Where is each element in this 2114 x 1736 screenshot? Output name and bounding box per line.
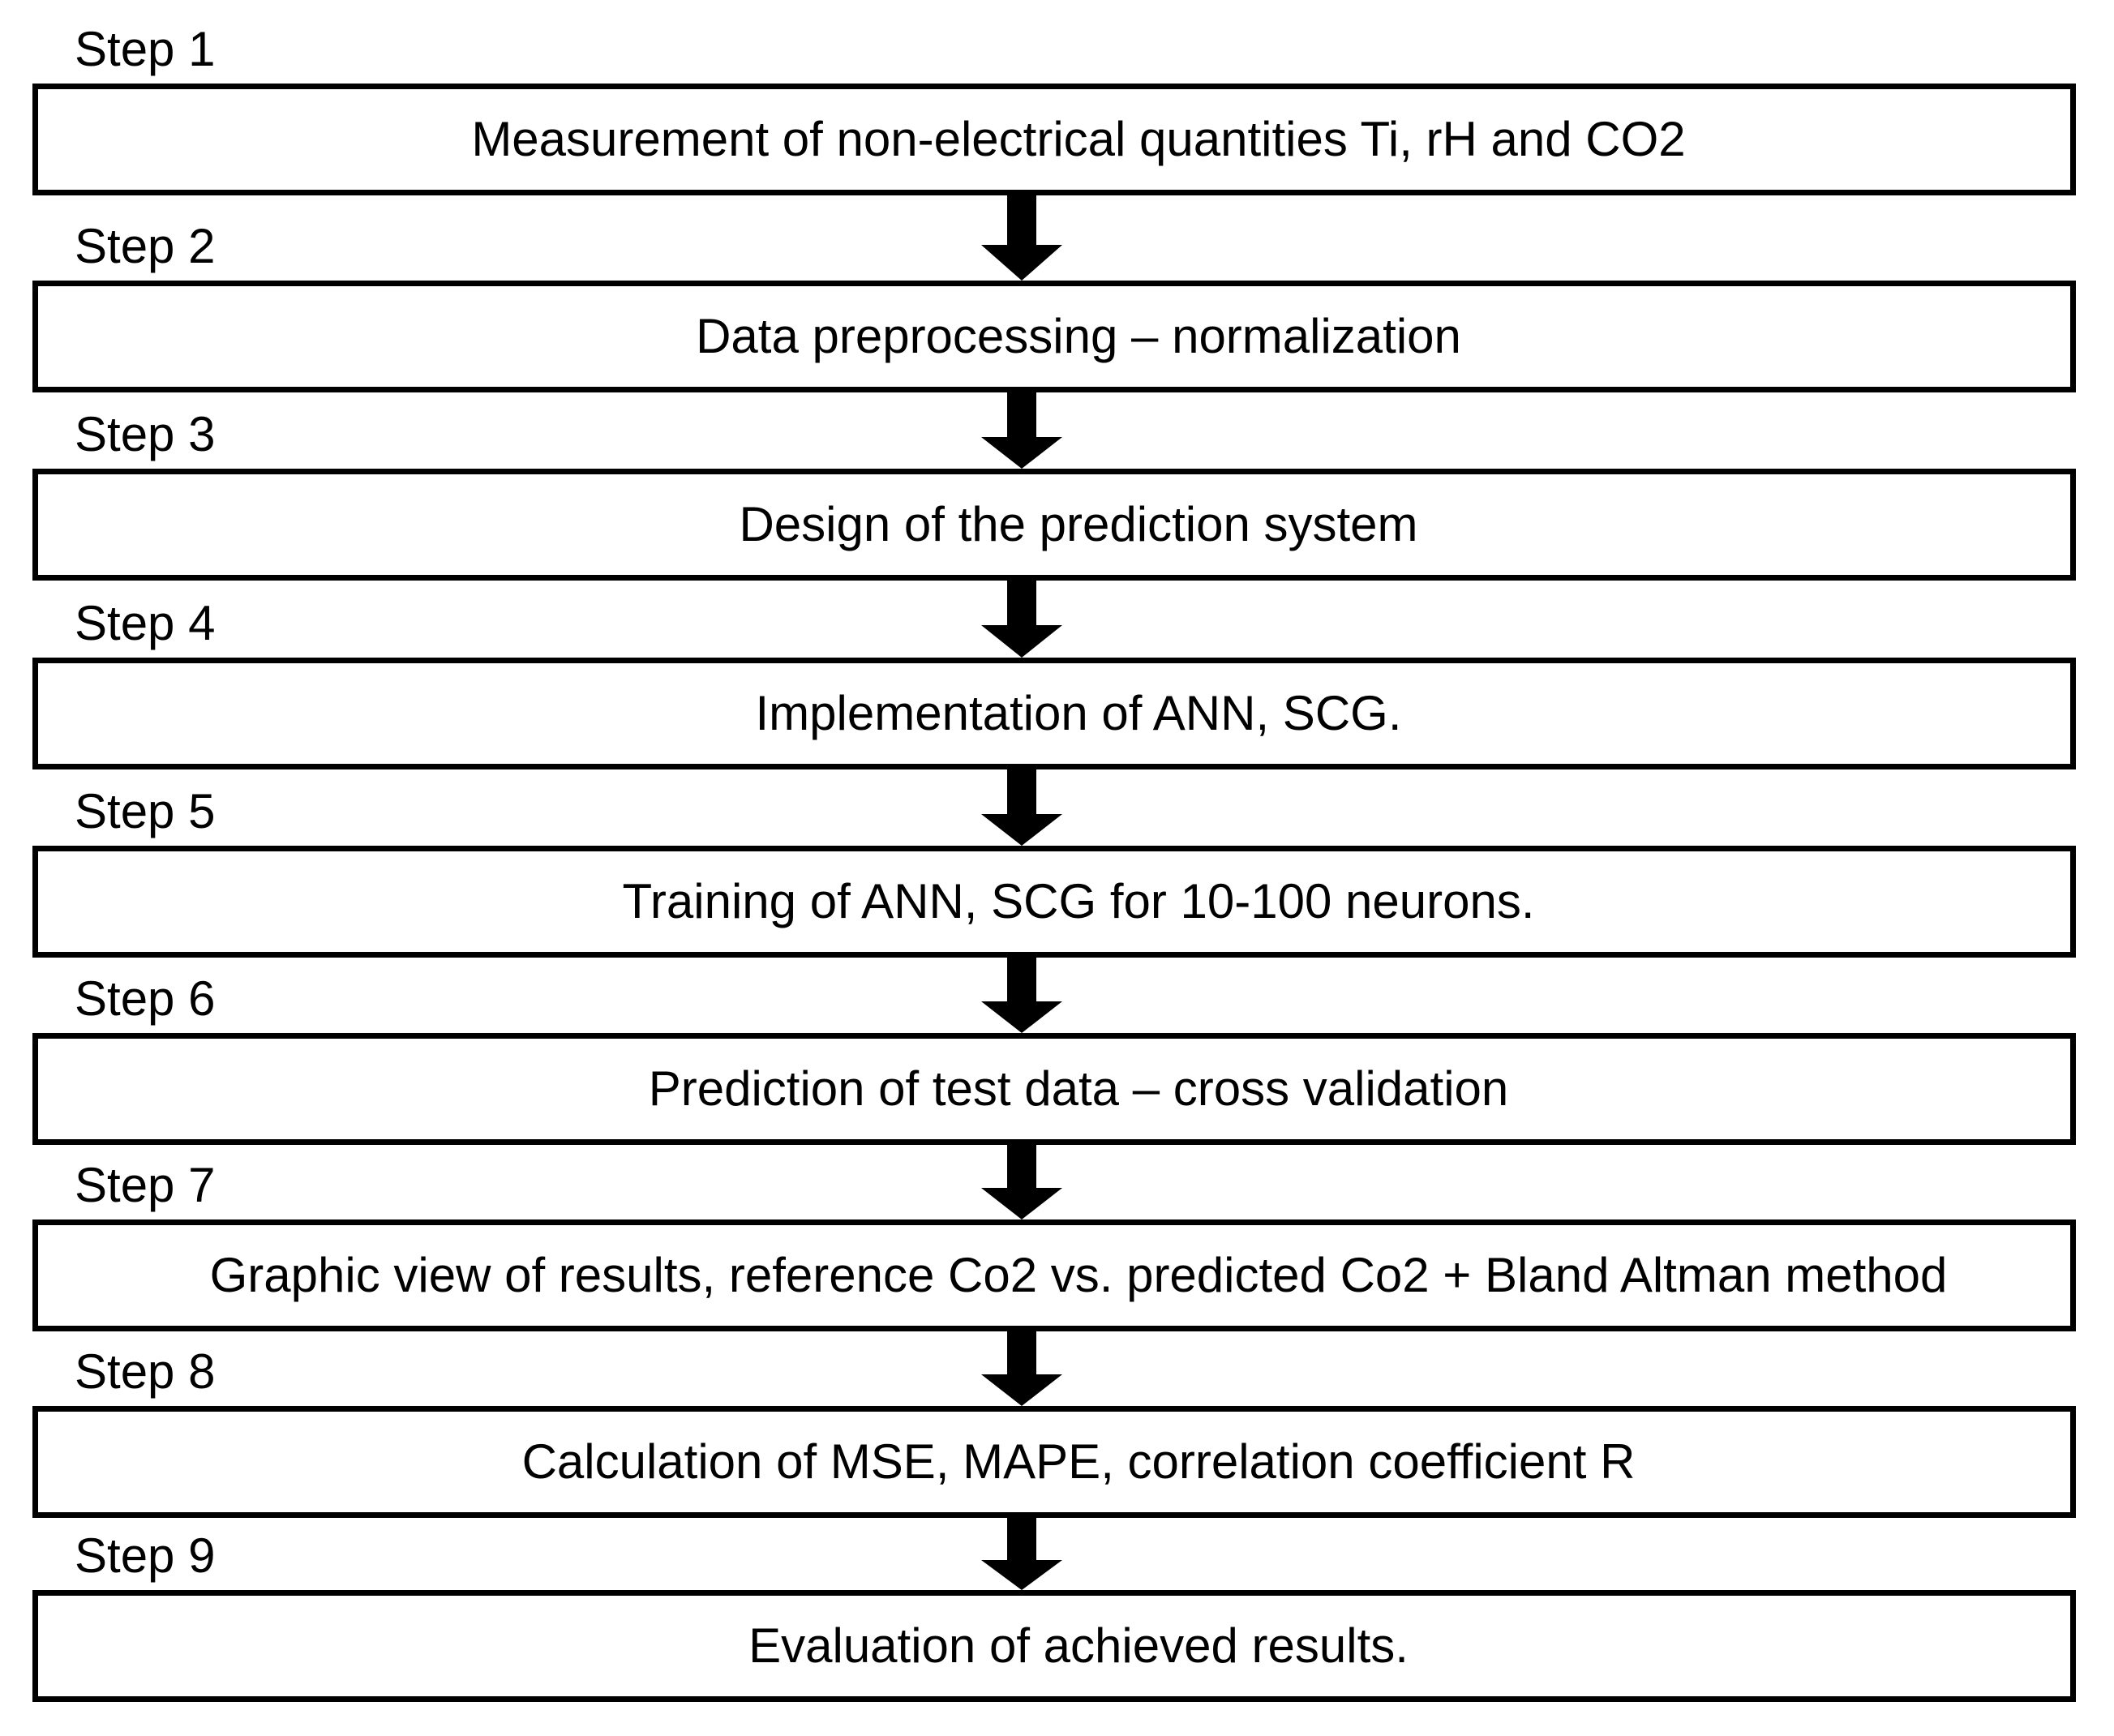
- step-3-box: [32, 469, 2076, 581]
- step-5-box: [32, 846, 2076, 958]
- step-3-text: Design of the prediction system: [739, 497, 1418, 551]
- arrow-down-icon: [973, 1518, 1070, 1590]
- step-8-text: Calculation of MSE, MAPE, correlation coefficient R: [521, 1434, 1636, 1489]
- arrow-down-icon: [973, 195, 1070, 281]
- step-2-label: Step 2: [75, 219, 216, 273]
- step-8-label: Step 8: [75, 1344, 216, 1399]
- step-1-box: [32, 84, 2076, 195]
- step-1-label: Step 1: [75, 22, 216, 76]
- step-5-label: Step 5: [75, 784, 216, 838]
- step-8-box: [32, 1406, 2076, 1518]
- arrow-down-icon: [973, 581, 1070, 658]
- arrow-down-icon: [973, 769, 1070, 846]
- step-9-label: Step 9: [75, 1528, 216, 1583]
- step-7-box: [32, 1219, 2076, 1331]
- step-9-box: [32, 1590, 2076, 1702]
- step-7-label: Step 7: [75, 1158, 216, 1212]
- step-4-box: [32, 658, 2076, 769]
- step-6-label: Step 6: [75, 971, 216, 1026]
- step-6-box: [32, 1033, 2076, 1145]
- step-4-text: Implementation of ANN, SCG.: [755, 686, 1402, 740]
- step-4-label: Step 4: [75, 596, 216, 650]
- step-9-text: Evaluation of achieved results.: [748, 1618, 1409, 1673]
- step-2-text: Data preprocessing – normalization: [696, 309, 1461, 363]
- arrow-down-icon: [973, 392, 1070, 469]
- arrow-down-icon: [973, 1145, 1070, 1219]
- step-2-box: [32, 281, 2076, 392]
- arrow-down-icon: [973, 958, 1070, 1033]
- step-5-text: Training of ANN, SCG for 10-100 neurons.: [622, 874, 1535, 928]
- step-7-text: Graphic view of results, reference Co2 vs. predicted Co2 + Bland Altman method: [209, 1248, 1948, 1302]
- step-3-label: Step 3: [75, 407, 216, 461]
- arrow-down-icon: [973, 1331, 1070, 1406]
- step-6-text: Prediction of test data – cross validation: [648, 1061, 1509, 1116]
- step-1-text: Measurement of non-electrical quantities Ti, rH and CO2: [471, 112, 1686, 166]
